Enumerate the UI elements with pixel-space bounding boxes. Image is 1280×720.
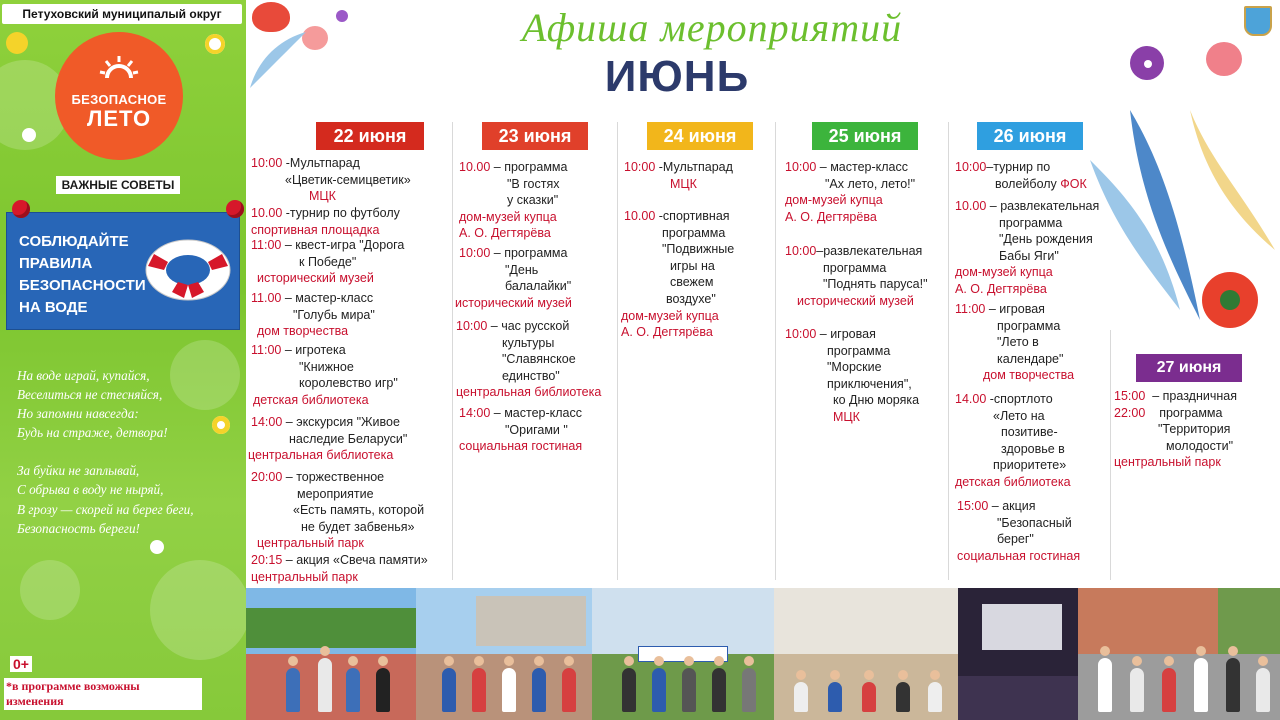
event-text: "Лето в [997,335,1039,350]
event-time: 10:00 [456,319,488,333]
event-text: – программа [493,160,568,174]
event-venue: центральная библиотека [248,448,394,463]
event-25-2 [785,243,928,309]
column-divider [452,122,453,580]
event-23-4 [459,405,582,455]
event-venue: А. О. Дегтярёва [621,325,713,340]
event-time: 20:00 [251,470,283,484]
event-text: – игротека [284,343,346,357]
coat-of-arms-icon [1244,6,1272,36]
flower-center [1144,60,1152,68]
safety-poem [17,366,239,557]
event-text: молодости" [1166,438,1234,453]
event-text: «Лето на [993,408,1045,423]
event-venue: центральный парк [1114,455,1221,470]
event-text: – мастер-класс [819,160,908,174]
banner-line: ПРАВИЛА [19,255,93,272]
event-text: -спортивная [658,209,730,223]
event-venue: А. О. Дегтярёва [785,209,877,224]
day-header-25: 25 июня [812,122,918,150]
event-venue: ФОК [1060,176,1087,191]
event-26-4 [955,391,1071,491]
event-text: «Есть память, которой [293,503,425,518]
event-text: – торжественное [285,470,385,484]
flower-icon [336,10,348,22]
event-text: – мастер-класс [284,291,374,305]
banner-line: НА ВОДЕ [19,299,88,316]
event-time: 10:00 [955,160,987,174]
age-rating-badge: 0+ [10,656,32,672]
page-title: Афиша мероприятий [521,5,903,50]
event-text: игры на [670,258,715,273]
event-venue: спортивная площадка [251,222,380,237]
event-venue: МЦК [670,176,697,191]
event-time: 14.00 [955,392,987,406]
event-time: 10.00 [459,160,491,174]
event-23-3 [456,318,601,401]
event-text: "Безопасный [997,515,1072,530]
photo-event-5 [958,588,1078,720]
event-text: – игровая [819,327,876,341]
event-time: 14:00 [251,415,283,429]
event-23-2 [455,245,572,311]
event-time: 10.00 [251,206,283,220]
event-venue: дом творчества [983,368,1075,383]
flower-icon [150,540,164,554]
event-venue: А. О. Дегтярёва [459,226,551,241]
event-text: «Цветик-семицветик» [285,172,411,187]
event-22-4 [251,290,375,340]
event-text: -Мультпарад [658,160,733,174]
event-text: Бабы Яги" [999,248,1059,263]
event-text: "Подвижные [662,242,735,257]
event-text: "В гостях [507,176,560,191]
event-text: приоритете» [993,458,1067,473]
event-text: "Голубь мира" [293,307,375,322]
event-text: "Оригами " [505,422,568,437]
life-ring-icon [142,234,234,306]
event-text: – экскурсия "Живое [285,415,400,429]
photo-event-4 [774,588,958,720]
event-venue: детская библиотека [955,474,1071,489]
event-text: – праздничная [1152,389,1237,403]
event-22-2 [251,205,400,238]
poem-stanza: На воде играй, купайся, Веселиться не стесняйся, Но запомни навсегда: Будь на страже, детвора! [17,368,168,441]
event-text: наследие Беларуси" [289,431,408,446]
day-header-22: 22 июня [316,122,424,150]
event-text: – акция «Свеча памяти» [285,553,428,567]
safe-summer-logo [55,32,183,160]
event-text: – квест-игра "Дорога [284,238,405,252]
flower-icon [212,416,230,434]
flower-icon [205,34,225,54]
event-venue: центральный парк [257,536,364,551]
pin-icon [226,200,244,218]
event-text: -спортлото [989,392,1053,406]
left-panel [0,0,246,720]
event-venue: детская библиотека [253,392,369,407]
flower-icon [6,32,28,54]
event-text: свежем [670,275,714,290]
photo-event-6 [1078,588,1280,720]
photo-event-1 [246,588,416,720]
event-text: программа [662,225,726,240]
event-venue: дом-музей купца [459,209,557,224]
event-text: балалайки" [505,279,572,294]
event-text: – игровая [988,302,1045,316]
event-27-1 [1114,388,1237,471]
event-venue: социальная гостиная [459,439,583,454]
event-22-3 [251,237,404,287]
column-divider [948,122,949,580]
banner-text [19,231,146,319]
event-26-3 [955,301,1074,384]
event-venue: А. О. Дегтярёва [955,281,1047,296]
event-text: позитиве- [1001,425,1058,440]
event-22-5 [251,342,398,408]
event-text: культуры [502,335,555,350]
event-24-2 [621,208,735,341]
day-header-24: 24 июня [647,122,753,150]
event-text: –турнир по [986,160,1051,174]
event-26-1 [955,159,1087,192]
event-text: приключения", [827,376,912,391]
event-time: 10:00 [459,246,491,260]
event-time: 11:00 [251,343,282,357]
event-text: – час русской [490,319,570,333]
banner-line: БЕЗОПАСНОСТИ [19,277,146,294]
district-title: Петуховский муниципалый округ [2,4,242,24]
event-25-3 [785,326,919,426]
logo-line1: БЕЗОПАСНОЕ [71,92,167,107]
event-text: – мастер-класс [493,406,582,420]
event-text: -Мультпарад [285,156,360,170]
event-time: 11:00 [251,238,282,252]
poem-stanza: За буйки не заплывай, С обрыва в воду не ныряй, В грозу — скорей на берег беги, Безопасность береги! [17,463,194,536]
event-venue: центральный парк [251,569,358,584]
event-time: 15:00 [1114,389,1146,403]
event-time: 22:00 [1114,405,1146,420]
event-time: 14:00 [459,406,491,420]
day-header-27: 27 июня [1136,354,1242,382]
leaf-icon [248,30,308,90]
banner-line: СОБЛЮДАЙТЕ [19,233,129,250]
event-text: волейболу [995,176,1057,191]
event-text: королевство игр" [299,376,398,391]
event-time: 10:00 [251,156,283,170]
photo-event-3 [592,588,774,720]
event-text: здоровье в [1001,441,1065,456]
event-22-8 [251,552,428,585]
event-time: 10:00 [785,160,817,174]
event-venue: дом творчества [257,324,349,339]
event-venue: МЦК [833,409,860,424]
day-header-23: 23 июня [482,122,588,150]
event-text: к Победе" [299,254,357,269]
event-text: у сказки" [507,193,559,208]
event-time: 11:00 [955,302,986,316]
disclaimer-note: *в программе возможны изменения [4,678,202,710]
event-text: календаре" [997,351,1064,366]
event-text: -турнир по футболу [285,206,400,220]
event-text: программа [827,343,891,358]
month-title: ИЮНЬ [604,52,750,101]
pin-icon [12,200,30,218]
event-text: "День рождения [999,232,1093,247]
event-text: "Поднять паруса!" [823,277,928,292]
photo-event-2 [416,588,592,720]
event-text: "Ах лето, лето!" [825,176,916,191]
event-22-7 [251,469,424,552]
event-text: единство" [502,368,560,383]
leaf-decoration-icon [1090,100,1280,360]
event-time: 10:00 [785,327,817,341]
tips-title: ВАЖНЫЕ СОВЕТЫ [56,176,180,194]
event-text: не будет забвенья» [301,519,415,534]
event-25-1 [785,159,915,225]
event-venue: дом-музей купца [955,265,1053,280]
event-22-6 [248,414,408,464]
event-time: 11.00 [251,291,282,305]
flower-icon [22,128,36,142]
event-text: "Книжное [299,359,354,374]
event-text: берег" [997,532,1034,547]
event-time: 10.00 [955,199,987,213]
event-text: мероприятие [297,486,374,501]
column-divider [617,122,618,580]
event-text: ко Дню моряка [833,393,920,408]
event-text: "Территория [1158,422,1231,437]
event-text: программа [823,260,887,275]
event-time: 15:00 [957,499,989,513]
day-header-26: 26 июня [977,122,1083,150]
column-divider [775,122,776,580]
event-text: программа [1159,405,1223,420]
event-time: 10:00 [624,160,656,174]
event-venue: социальная гостиная [957,548,1081,563]
event-22-1 [251,155,411,205]
event-26-5 [957,498,1080,564]
logo-line2: ЛЕТО [86,106,152,131]
event-venue: дом-музей купца [621,308,719,323]
event-text: – развлекательная [989,199,1100,213]
event-text: воздухе" [666,291,716,306]
column-divider [1110,330,1111,580]
flower-icon [252,2,290,32]
event-text: "Морские [827,360,882,375]
event-venue: исторический музей [797,293,914,308]
event-text: программа [999,215,1063,230]
event-venue: исторический музей [257,271,374,286]
event-time: 10:00 [785,244,817,258]
decor-bubble [150,560,246,660]
event-venue: исторический музей [455,295,572,310]
event-26-2 [955,198,1099,298]
event-text: –развлекательная [816,244,923,258]
event-24-1 [624,159,733,192]
event-time: 10.00 [624,209,656,223]
event-venue: дом-музей купца [785,193,883,208]
decor-bubble [20,560,80,620]
event-text: "День [505,262,539,277]
event-time: 20:15 [251,553,283,567]
event-text: "Славянское [502,352,576,367]
sun-icon [99,54,139,80]
event-venue: МЦК [309,189,336,204]
event-23-1 [459,159,567,242]
flower-icon [1206,42,1242,76]
event-text: программа [997,318,1061,333]
event-text: – программа [493,246,568,260]
event-text: – акция [991,499,1036,513]
event-venue: центральная библиотека [456,385,602,400]
